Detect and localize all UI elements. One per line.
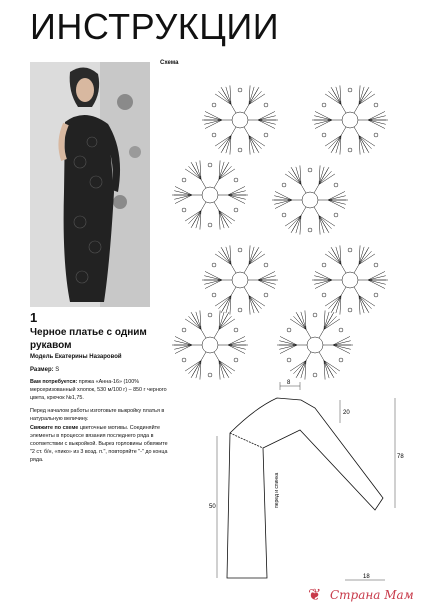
model-credit: Модель Екатерины Назаровой xyxy=(30,354,122,360)
motif xyxy=(202,245,278,314)
assembly-note xyxy=(30,424,168,464)
materials-paragraph xyxy=(30,378,168,402)
pattern-center-label: перед и спинка xyxy=(274,472,280,508)
motif xyxy=(277,310,353,379)
size-line xyxy=(30,367,59,373)
project-number: 1 xyxy=(30,310,38,325)
pattern-note: Перед началом работы изготовьте выкройку платья в натуральную величину. xyxy=(30,408,165,422)
scheme-label: Схема xyxy=(160,60,179,66)
dress-pattern-diagram xyxy=(205,378,405,583)
assembly-label: Свяжите по схеме xyxy=(30,425,79,431)
size-value: S xyxy=(55,367,60,373)
pattern-outline xyxy=(227,398,383,578)
motif xyxy=(172,160,248,229)
dim-top: 8 xyxy=(287,380,291,386)
dim-bottom: 18 xyxy=(363,574,370,580)
assembly-text: цветочные мотивы. Соединяйте элементы в процессе вязания последнего ряда в соответствии с выкройкой. Вырез горловины обвяжите "2 ст. б/н, «пико» из 3 возд. п.", повторяйте "-" до конца ряда. xyxy=(30,425,168,463)
dim-sleeve: 78 xyxy=(397,454,404,460)
motif xyxy=(312,245,388,314)
project-title: Черное платье с одним рукавом xyxy=(30,327,147,351)
model-photo xyxy=(30,62,150,307)
watermark-heart-icon: ❦ xyxy=(308,587,322,604)
size-label: Размер: xyxy=(30,367,54,373)
materials-text: пряжа «Анна-16» (100% мерсеризованный хлопок, 530 м/100 г) – 850 г черного цвета, крючок №1,75. xyxy=(30,379,167,401)
dim-length: 50 xyxy=(209,504,216,510)
motif xyxy=(272,165,348,234)
materials-label: Вам потребуется: xyxy=(30,379,78,385)
motif xyxy=(172,310,248,379)
page-title: ИНСТРУКЦИИ xyxy=(30,6,280,47)
crochet-chart xyxy=(165,55,415,390)
motif xyxy=(312,85,388,154)
watermark: Страна Мам xyxy=(330,588,414,602)
dim-shoulder: 20 xyxy=(343,410,350,416)
motif xyxy=(202,85,278,154)
